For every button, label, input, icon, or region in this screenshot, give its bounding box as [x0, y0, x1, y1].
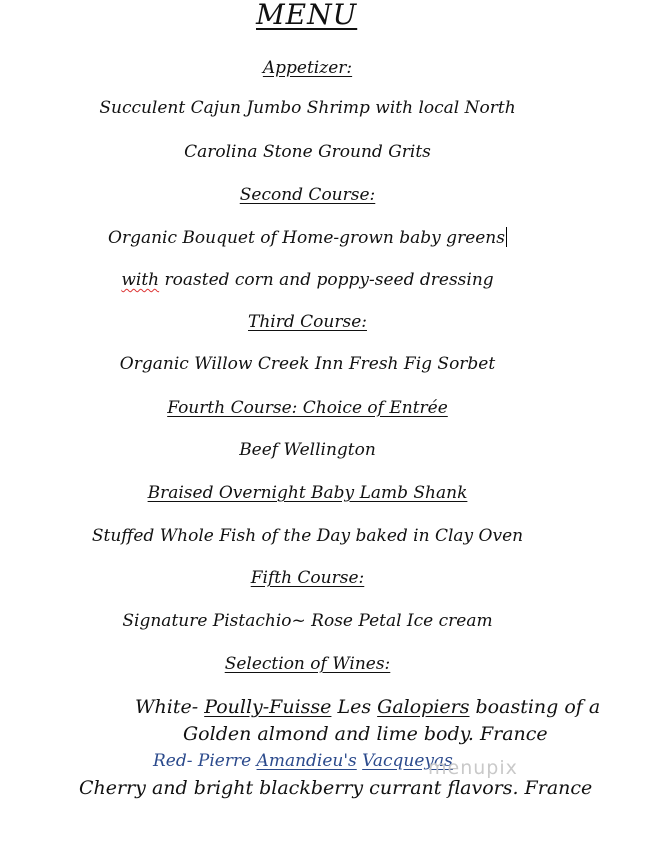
third-course-line-1: Organic Willow Creek Inn Fresh Fig Sorbet	[119, 354, 496, 374]
red-wine-line-1	[153, 751, 453, 771]
second-course-line-1-text: Organic Bouquet of Home-grown baby greens	[108, 228, 505, 248]
fifth-course-heading-text: Fifth Course:	[250, 568, 365, 588]
third-course-heading	[0, 312, 615, 332]
wines-heading	[0, 654, 615, 674]
appetizer-heading-text: Appetizer:	[262, 58, 353, 78]
second-course-heading-text: Second Course:	[239, 185, 376, 205]
second-course-line-1	[0, 227, 615, 248]
white-wine-line-2: Golden almond and lime body. France	[183, 723, 548, 745]
white-wine-name-a: Poully-Fuisse	[204, 696, 332, 718]
fifth-course-line-1: Signature Pistachio~ Rose Petal Ice cream	[122, 611, 493, 631]
appetizer-line-2: Carolina Stone Ground Grits	[184, 142, 431, 162]
fourth-course-heading-text: Fourth Course: Choice of Entrée	[167, 398, 448, 418]
second-course-heading	[0, 185, 615, 205]
white-wine-line-1	[135, 696, 600, 718]
entree-option	[0, 483, 615, 503]
watermark: menupix	[428, 757, 518, 779]
wines-heading-text: Selection of Wines:	[224, 654, 391, 674]
red-wine-prefix: Red- Pierre	[153, 751, 257, 771]
white-wine-name-b: Galopiers	[377, 696, 470, 718]
fourth-course-heading	[0, 398, 615, 418]
red-wine-name-b: Vacqueyas	[362, 751, 453, 771]
second-course-line-2-text: roasted corn and poppy-seed dressing	[159, 270, 494, 290]
appetizer-heading	[0, 58, 615, 78]
fifth-course-heading	[0, 568, 615, 588]
red-wine-name-a: Amandieu's	[256, 751, 357, 771]
white-wine-rest: boasting of a	[469, 696, 601, 718]
white-wine-prefix: White-	[135, 696, 205, 718]
white-wine-mid: Les	[331, 696, 378, 718]
appetizer-line-1: Succulent Cajun Jumbo Shrimp with local North	[99, 98, 516, 118]
text-cursor	[506, 227, 507, 247]
third-course-heading-text: Third Course:	[248, 312, 367, 332]
spellcheck-word: with	[121, 270, 160, 290]
entree-option: Stuffed Whole Fish of the Day baked in Clay Oven	[91, 526, 524, 546]
second-course-line-2	[0, 270, 615, 290]
entree-option-text: Braised Overnight Baby Lamb Shank	[147, 483, 468, 503]
red-wine-line-2: Cherry and bright blackberry currant flavors. France	[79, 777, 593, 799]
entree-option: Beef Wellington	[239, 440, 376, 460]
page-title: MENU	[256, 0, 358, 31]
